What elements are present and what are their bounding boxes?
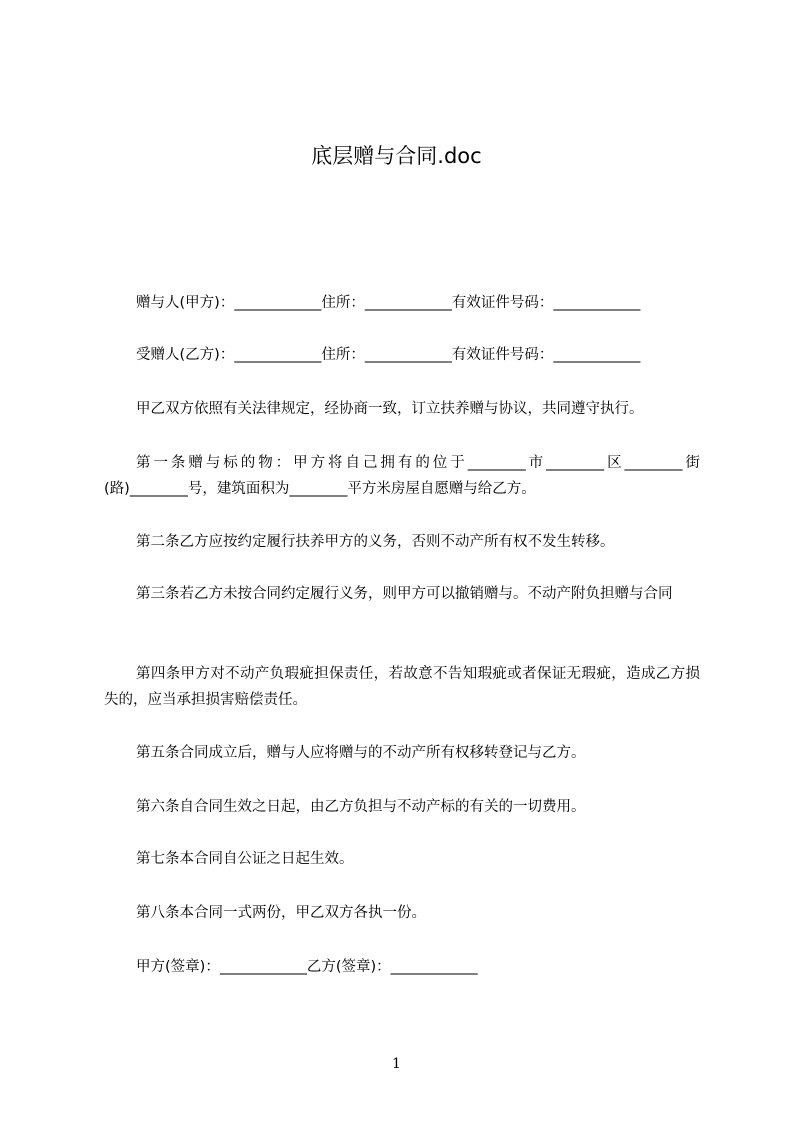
signature-line: 甲方(签章)：____________乙方(签章)：____________: [136, 959, 478, 975]
preamble-paragraph: 甲乙双方依照有关法律规定，经协商一致，订立扶养赠与协议，共同遵守执行。: [136, 401, 644, 417]
article-8-paragraph: 第八条本合同一式两份，甲乙双方各执一份。: [136, 905, 426, 921]
article-2-paragraph: 第二条乙方应按约定履行扶养甲方的义务，否则不动产所有权不发生转移。: [136, 534, 615, 550]
article-7-paragraph: 第七条本合同自公证之日起生效。: [136, 851, 354, 867]
article-3-paragraph: 第三条若乙方未按合同约定履行义务，则甲方可以撤销赠与。不动产附负担赠与合同: [136, 586, 673, 602]
article-5-paragraph: 第五条合同成立后，赠与人应将赠与的不动产所有权移转登记与乙方。: [136, 745, 586, 761]
page-number: 1: [392, 1056, 401, 1072]
donee-info-line: 受赠人(乙方)：____________住所：____________有效证件号码：____________: [136, 347, 641, 363]
article-4-paragraph: 第四条甲方对不动产负瑕疵担保责任，若故意不告知瑕疵或者保证无瑕疵，造成乙方损失的，应当承担损害赔偿责任。: [104, 666, 700, 708]
article-6-paragraph: 第六条自合同生效之日起，由乙方负担与不动产标的有关的一切费用。: [136, 799, 586, 815]
donor-info-line: 赠与人(甲方)：____________住所：____________有效证件号码：____________: [136, 295, 641, 311]
document-title: 底层赠与合同.doc: [311, 144, 482, 168]
article-1-paragraph: 第一条赠与标的物：甲方将自己拥有的位于________市________区________街(路)________号，建筑面积为________平方米房屋自愿赠与给乙方。: [104, 455, 700, 497]
